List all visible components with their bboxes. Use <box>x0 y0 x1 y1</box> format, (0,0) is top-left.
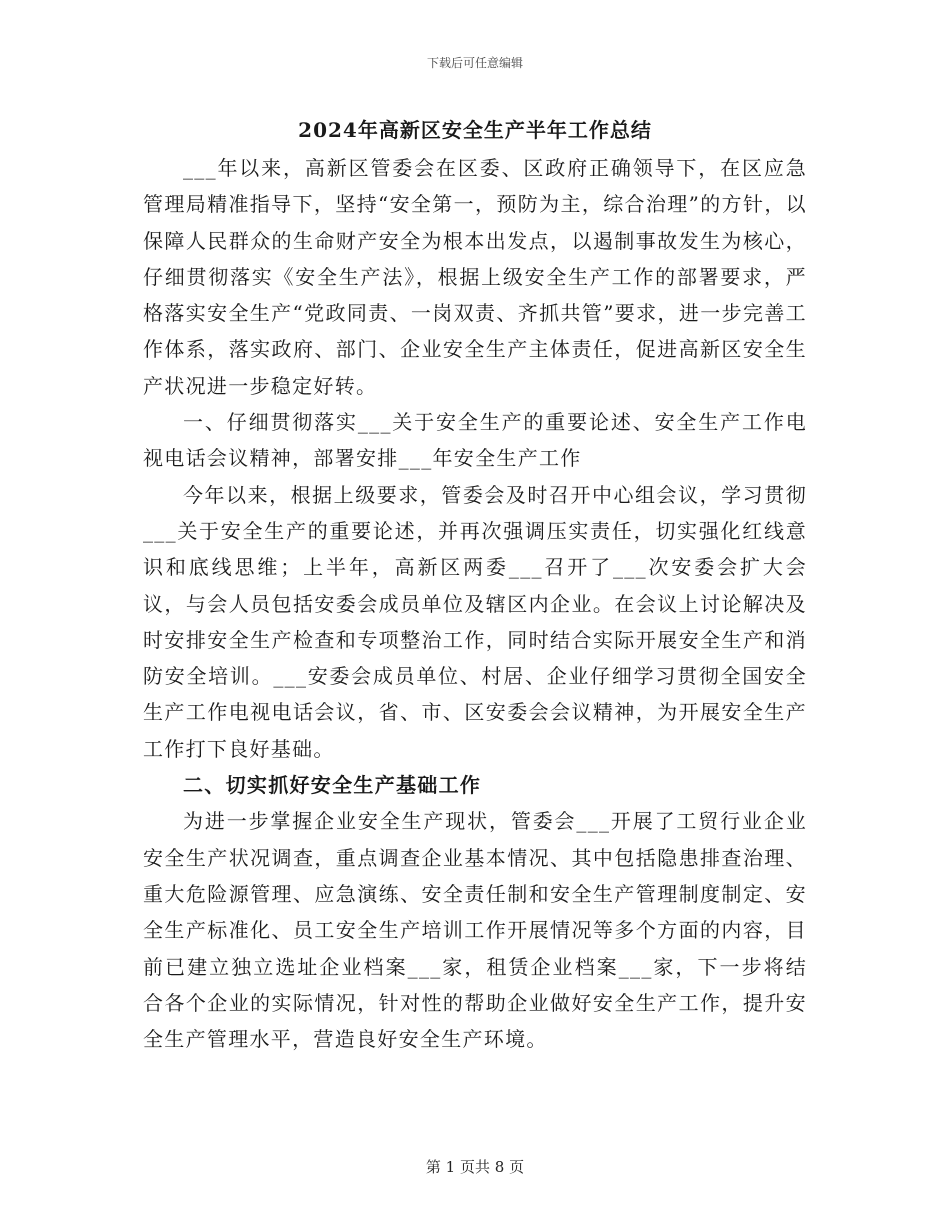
page-header-note: 下载后可任意编辑 <box>426 56 523 70</box>
section-one-heading: 一、仔细贯彻落实___关于安全生产的重要论述、安全生产工作电视电话会议精神，部署安排___年安全生产工作 <box>143 410 807 471</box>
section-two-paragraph: 为进一步掌握企业安全生产现状，管委会___开展了工贸行业企业安全生产状况调查，重点调查企业基本情况、其中包括隐患排查治理、重大危险源管理、应急演练、安全责任制和安全生产管理制度制定、安全生产标准化、员工安全生产培训工作开展情况等多个方面的内容，目前已建立独立选址企业档案___家，租赁企业档案___家，下一步将结合各个企业的实际情况，针对性的帮助企业做好安全生产工作，提升安全生产管理水平，营造良好安全生产环境。 <box>143 809 807 1052</box>
intro-paragraph: ___年以来，高新区管委会在区委、区政府正确领导下，在区应急管理局精准指导下，坚持“安全第一，预防为主，综合治理”的方针，以保障人民群众的生命财产安全为根本出发点，以遏制事故发生为核心，仔细贯彻落实《安全生产法》，根据上级安全生产工作的部署要求，严格落实安全生产“党政同责、一岗双责、齐抓共管”要求，进一步完善工作体系，落实政府、部门、企业安全生产主体责任，促进高新区安全生产状况进一步稳定好转。 <box>143 156 807 398</box>
section-one-paragraph: 今年以来，根据上级要求，管委会及时召开中心组会议，学习贯彻___关于安全生产的重要论述，并再次强调压实责任，切实强化红线意识和底线思维；上半年，高新区两委___召开了___次安委会扩大会议，与会人员包括安委会成员单位及辖区内企业。在会议上讨论解决及时安排安全生产检查和专项整治工作，同时结合实际开展安全生产和消防安全培训。___安委会成员单位、村居、企业仔细学习贯彻全国安全生产工作电视电话会议，省、市、区安委会会议精神，为开展安全生产工作打下良好基础。 <box>143 482 807 761</box>
page-number: 第 1 页共 8 页 <box>425 1158 525 1176</box>
section-two-heading: 二、切实抓好安全生产基础工作 <box>183 773 482 798</box>
document-title: 2024年高新区安全生产半年工作总结 <box>298 118 652 142</box>
document-body <box>143 150 807 1057</box>
